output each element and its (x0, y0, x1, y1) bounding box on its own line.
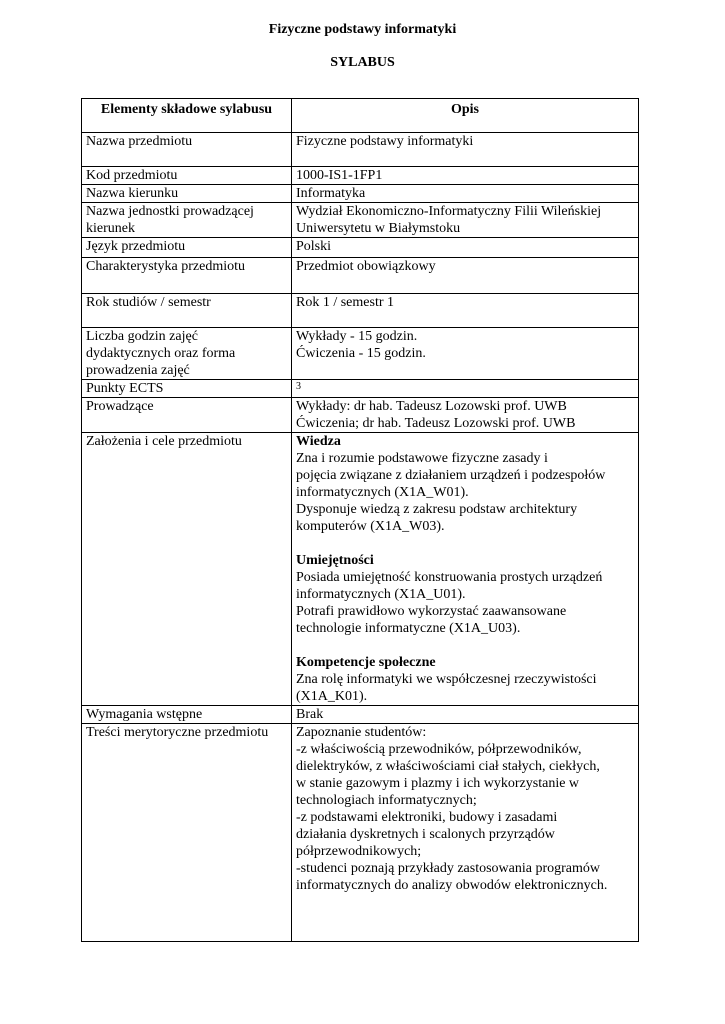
row-value (292, 433, 639, 706)
row-label: Nazwa przedmiotu (82, 133, 292, 167)
label-line: prowadzenia zajęć (86, 363, 190, 378)
value-line: Ćwiczenia; dr hab. Tadeusz Lozowski prof. UWB (296, 416, 576, 431)
table-row (82, 706, 639, 724)
row-label: Charakterystyka przedmiotu (82, 258, 292, 294)
value-line: technologie informatyczne (X1A_U03). (296, 621, 521, 636)
row-value: Fizyczne podstawy informatyki (292, 133, 639, 167)
row-label: Język przedmiotu (82, 238, 292, 258)
row-value (292, 203, 639, 238)
row-value: Przedmiot obowiązkowy (292, 258, 639, 294)
value-line: (X1A_K01). (296, 689, 368, 704)
table-row (82, 724, 639, 942)
table-row (82, 238, 639, 258)
value-line: pojęcia związane z działaniem urządzeń i podzespołów (296, 468, 606, 483)
row-label: Wymagania wstępne (82, 706, 292, 724)
value-line: technologiach informatycznych; (296, 793, 477, 808)
header-elements: Elementy składowe sylabusu (82, 99, 292, 133)
value-line: Zapoznanie studentów: (296, 725, 427, 740)
table-row (82, 167, 639, 185)
kompetencje-heading: Kompetencje społeczne (296, 655, 436, 670)
wiedza-heading: Wiedza (296, 434, 341, 449)
table-header-row (82, 99, 639, 133)
row-value: Informatyka (292, 185, 639, 203)
value-line: Uniwersytetu w Białymstoku (296, 221, 461, 236)
label-line: dydaktycznych oraz forma (86, 346, 236, 361)
table-row (82, 133, 639, 167)
value-line: półprzewodnikowych; (296, 844, 422, 859)
spacer (296, 637, 634, 654)
header-opis: Opis (292, 99, 639, 133)
value-line: informatycznych do analizy obwodów elektronicznych. (296, 878, 608, 893)
umiejetnosci-heading: Umiejętności (296, 553, 374, 568)
value-line: działania dyskretnych i scalonych przyrządów (296, 827, 555, 842)
table-row (82, 294, 639, 328)
row-value: Polski (292, 238, 639, 258)
row-label: Kod przedmiotu (82, 167, 292, 185)
label-line: Nazwa jednostki prowadzącej (86, 204, 254, 219)
value-line: w stanie gazowym i plazmy i ich wykorzystanie w (296, 776, 580, 791)
table-row (82, 398, 639, 433)
value-line: Potrafi prawidłowo wykorzystać zaawansowane (296, 604, 567, 619)
value-line: Posiada umiejętność konstruowania prostych urządzeń (296, 570, 603, 585)
row-label: Treści merytoryczne przedmiotu (82, 724, 292, 942)
table-row (82, 258, 639, 294)
row-label: Nazwa kierunku (82, 185, 292, 203)
value-line: Zna i rozumie podstawowe fizyczne zasady i (296, 451, 548, 466)
document-title: Fizyczne podstawy informatyki (268, 22, 457, 37)
value-line: -z właściwością przewodników, półprzewodników, (296, 742, 582, 757)
row-value (292, 398, 639, 433)
syllabus-table (81, 98, 639, 942)
row-value (292, 724, 639, 942)
label-line: Liczba godzin zajęć (86, 329, 198, 344)
row-value (292, 328, 639, 380)
value-line: informatycznych (X1A_U01). (296, 587, 466, 602)
row-label: Rok studiów / semestr (82, 294, 292, 328)
value-line: informatycznych (X1A_W01). (296, 485, 469, 500)
value-line: Wydział Ekonomiczno-Informatyczny Filii Wileńskiej (296, 204, 602, 219)
row-value: Rok 1 / semestr 1 (292, 294, 639, 328)
row-label (82, 328, 292, 380)
value-line: -studenci poznają przykłady zastosowania programów (296, 861, 601, 876)
value-line: komputerów (X1A_W03). (296, 519, 445, 534)
value-line: Wykłady - 15 godzin. (296, 329, 418, 344)
row-value: 1000-IS1-1FP1 (292, 167, 639, 185)
row-label (82, 203, 292, 238)
document-subtitle: SYLABUS (330, 55, 395, 70)
value-line: Zna rolę informatyki we współczesnej rzeczywistości (296, 672, 597, 687)
row-value: Brak (292, 706, 639, 724)
value-line: -z podstawami elektroniki, budowy i zasadami (296, 810, 558, 825)
row-label: Punkty ECTS (82, 380, 292, 398)
row-label: Prowadzące (82, 398, 292, 433)
table-row (82, 380, 639, 398)
table-row (82, 203, 639, 238)
row-value: 3 (292, 380, 639, 398)
table-row (82, 185, 639, 203)
value-line: dielektryków, z właściwościami ciał stałych, ciekłych, (296, 759, 600, 774)
value-line: Wykłady: dr hab. Tadeusz Lozowski prof. UWB (296, 399, 567, 414)
value-line: Ćwiczenia - 15 godzin. (296, 346, 426, 361)
table-row (82, 328, 639, 380)
table-row (82, 433, 639, 706)
row-label: Założenia i cele przedmiotu (82, 433, 292, 706)
value-line: Dysponuje wiedzą z zakresu podstaw architektury (296, 502, 578, 517)
spacer (296, 535, 634, 552)
label-line: kierunek (86, 221, 135, 236)
